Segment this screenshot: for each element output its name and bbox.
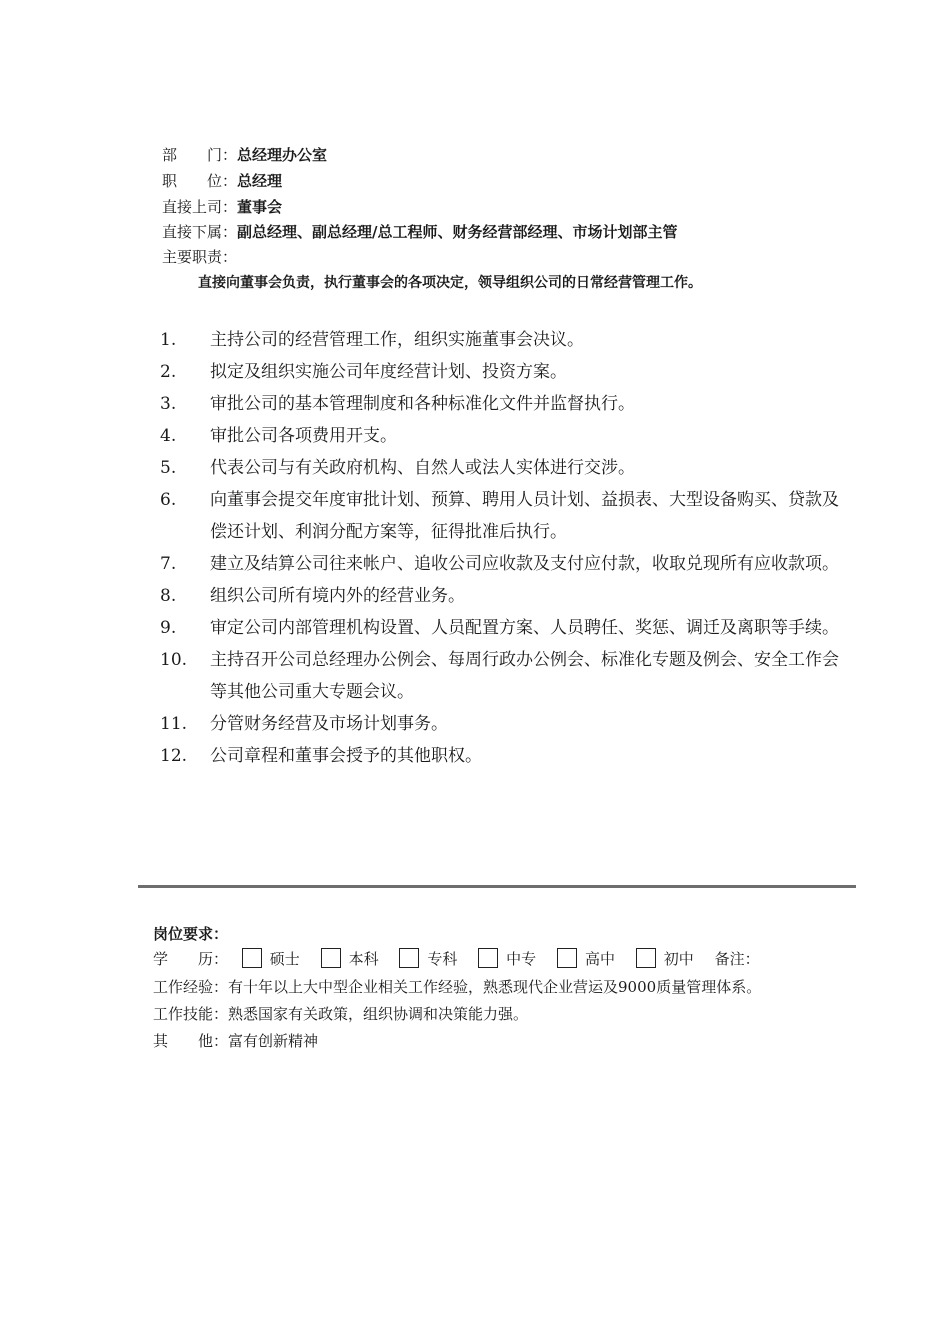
- education-option: [399, 948, 457, 970]
- item-text: 审定公司内部管理机构设置、人员配置方案、人员聘任、奖惩、调迁及离职等手续。: [210, 618, 839, 638]
- item-number: 6.: [160, 490, 177, 510]
- education-checkbox[interactable]: [321, 948, 341, 968]
- item-text: 分管财务经营及市场计划事务。: [210, 714, 448, 734]
- education-checkbox[interactable]: [399, 948, 419, 968]
- item-text: 建立及结算公司往来帐户、追收公司应收款及支付应付款，收取兑现所有应收款项。: [210, 554, 839, 574]
- list-item: [160, 708, 850, 740]
- other-value: 富有创新精神: [228, 1032, 319, 1050]
- education-row: [153, 948, 760, 970]
- section-divider: [138, 885, 856, 888]
- education-option: [321, 948, 379, 970]
- item-number: 1.: [160, 330, 177, 350]
- other-label: 其 他：: [153, 1032, 229, 1050]
- item-text: 代表公司与有关政府机构、自然人或法人实体进行交涉。: [210, 458, 635, 478]
- superior-row: [162, 197, 282, 217]
- department-label: 部 门：: [162, 146, 238, 164]
- item-number: 5.: [160, 458, 177, 478]
- option-label: 高中: [584, 950, 615, 968]
- option-label: 硕士: [269, 950, 300, 968]
- superior-value: 董事会: [237, 198, 283, 216]
- list-item: [160, 548, 850, 580]
- education-option: [478, 948, 536, 970]
- list-item: [160, 356, 850, 388]
- item-number: 7.: [160, 554, 177, 574]
- item-number: 12.: [160, 746, 188, 766]
- option-label: 中专: [506, 950, 537, 968]
- skills-row: [153, 1003, 528, 1025]
- duties-label: 主要职责：: [162, 248, 238, 266]
- item-number: 9.: [160, 618, 177, 638]
- item-text: 主持公司的经营管理工作，组织实施董事会决议。: [210, 330, 584, 350]
- item-number: 10.: [160, 650, 188, 670]
- education-option: [557, 948, 615, 970]
- other-row: [153, 1030, 318, 1052]
- item-text: 审批公司的基本管理制度和各种标准化文件并监督执行。: [210, 394, 635, 414]
- item-text: 审批公司各项费用开支。: [210, 426, 397, 446]
- list-item: [160, 452, 850, 484]
- list-item: [160, 388, 850, 420]
- item-text: 组织公司所有境内外的经营业务。: [210, 586, 465, 606]
- list-item: [160, 484, 850, 548]
- item-number: 3.: [160, 394, 177, 414]
- item-text: 公司章程和董事会授予的其他职权。: [210, 746, 482, 766]
- subordinates-label: 直接下属：: [162, 223, 238, 241]
- education-checkbox[interactable]: [636, 948, 656, 968]
- option-label: 初中: [663, 950, 694, 968]
- experience-row: [153, 976, 761, 998]
- department-row: [162, 145, 327, 165]
- list-item: [160, 740, 850, 772]
- item-number: 2.: [160, 362, 177, 382]
- education-checkbox[interactable]: [478, 948, 498, 968]
- education-checkbox[interactable]: [557, 948, 577, 968]
- list-item: [160, 612, 850, 644]
- item-text: 主持召开公司总经理办公例会、每周行政办公例会、标准化专题及例会、安全工作会等其他公司重大专题会议。: [210, 650, 839, 702]
- item-text: 向董事会提交年度审批计划、预算、聘用人员计划、益损表、大型设备购买、贷款及偿还计划、利润分配方案等，征得批准后执行。: [210, 490, 839, 542]
- position-label: 职 位：: [162, 172, 238, 190]
- item-number: 11.: [160, 714, 188, 734]
- list-item: [160, 580, 850, 612]
- education-label: 学 历：: [153, 950, 229, 968]
- item-text: 拟定及组织实施公司年度经营计划、投资方案。: [210, 362, 567, 382]
- item-number: 4.: [160, 426, 177, 446]
- department-value: 总经理办公室: [237, 146, 328, 164]
- skills-label: 工作技能：: [153, 1005, 229, 1023]
- education-option: [636, 948, 694, 970]
- position-row: [162, 171, 282, 191]
- subordinates-row: [162, 222, 678, 242]
- list-item: [160, 324, 850, 356]
- option-label: 专科: [427, 950, 458, 968]
- experience-label: 工作经验：: [153, 978, 229, 996]
- duty-summary: 直接向董事会负责，执行董事会的各项决定，领导组织公司的日常经营管理工作。: [198, 275, 702, 291]
- list-item: [160, 644, 850, 708]
- superior-label: 直接上司：: [162, 198, 238, 216]
- note-label: 备注：: [714, 950, 760, 968]
- duty-list: [160, 324, 850, 772]
- experience-value: 有十年以上大中型企业相关工作经验，熟悉现代企业营运及9000质量管理体系。: [228, 978, 762, 996]
- option-label: 本科: [348, 950, 379, 968]
- skills-value: 熟悉国家有关政策，组织协调和决策能力强。: [228, 1005, 529, 1023]
- education-checkbox[interactable]: [242, 948, 262, 968]
- item-number: 8.: [160, 586, 177, 606]
- education-option: [242, 948, 300, 970]
- subordinates-value: 副总经理、副总经理/总工程师、财务经营部经理、市场计划部主管: [237, 223, 678, 241]
- position-value: 总经理: [237, 172, 283, 190]
- list-item: [160, 420, 850, 452]
- duties-heading: [162, 247, 237, 267]
- requirements-title: 岗位要求：: [153, 925, 229, 943]
